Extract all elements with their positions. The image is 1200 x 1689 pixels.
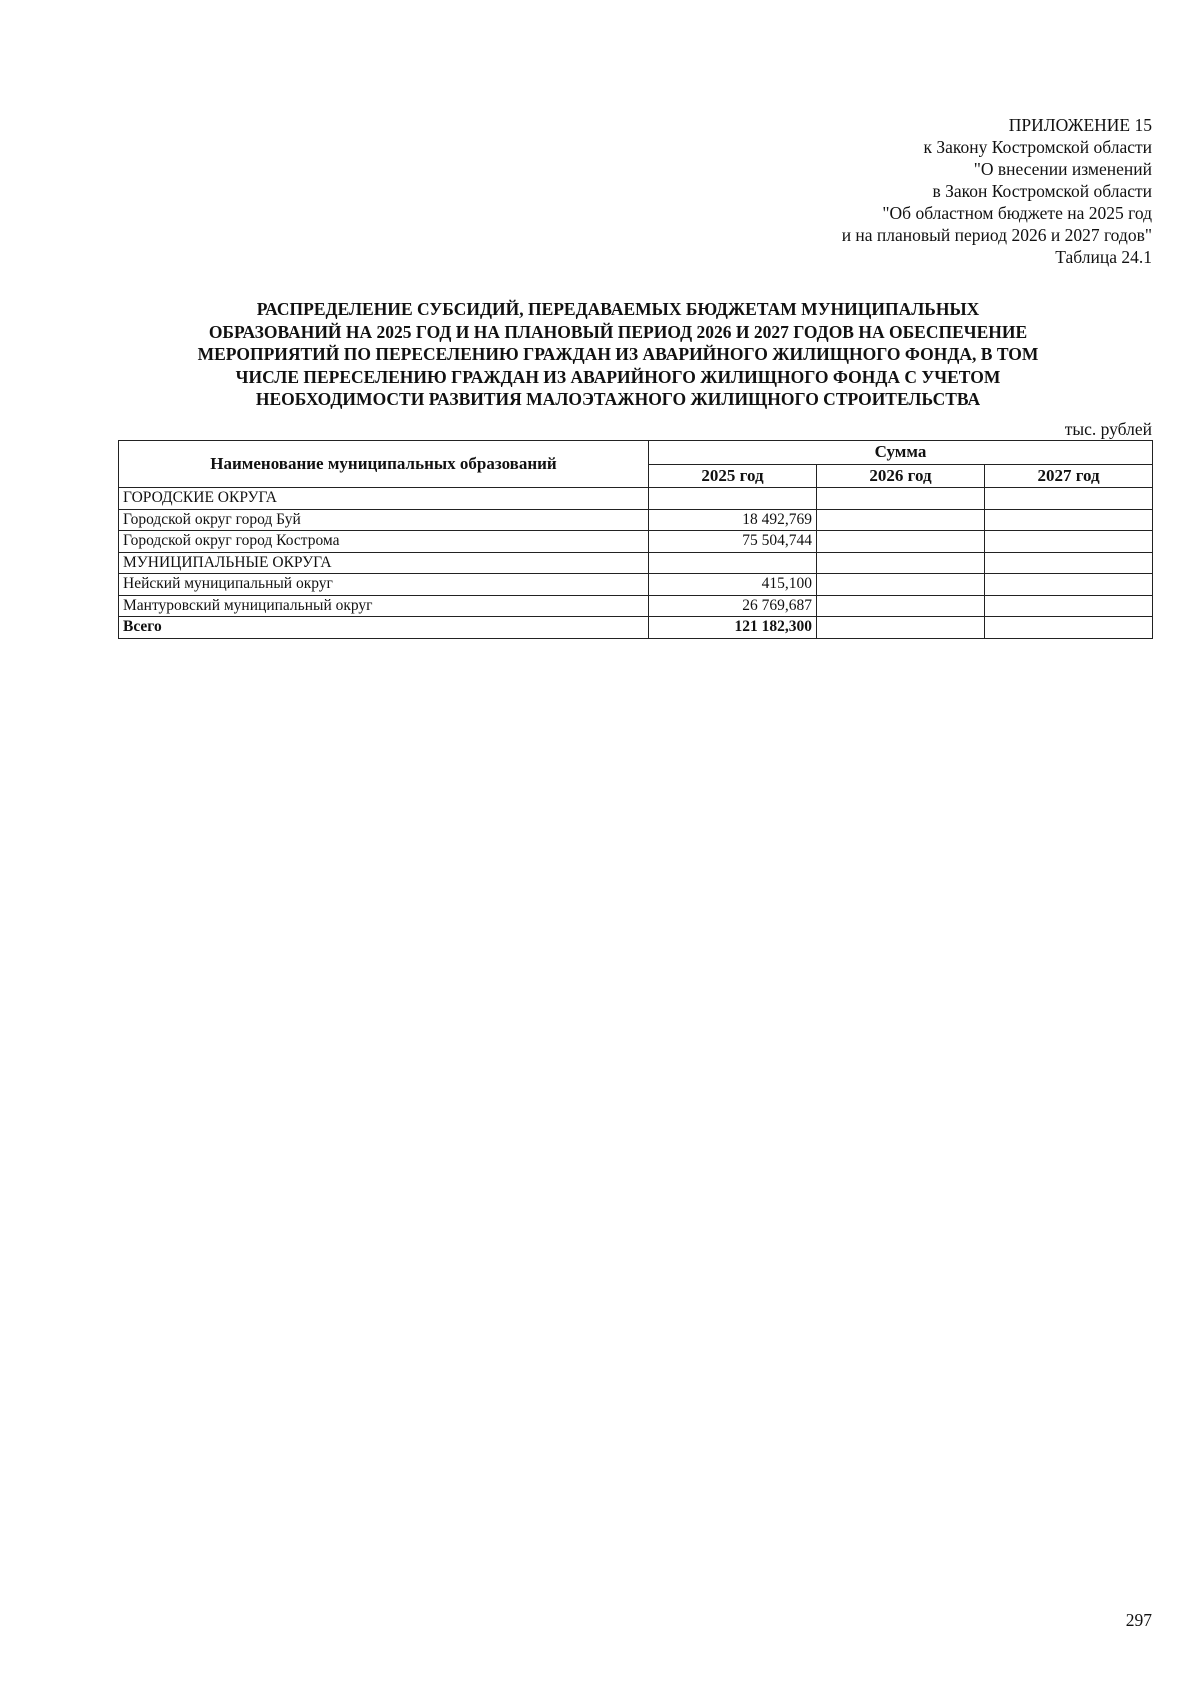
row-value-2025 — [649, 552, 817, 574]
row-value-2025 — [649, 488, 817, 510]
total-value-2027 — [985, 617, 1153, 639]
table-row — [119, 574, 1153, 596]
row-name: ГОРОДСКИЕ ОКРУГА — [119, 488, 649, 510]
appendix-line: и на плановый период 2026 и 2027 годов" — [841, 225, 1152, 245]
table-total-row — [119, 617, 1153, 639]
appendix-line: в Закон Костромской области — [932, 181, 1152, 201]
total-label: Всего — [119, 617, 649, 639]
title-line: ЧИСЛЕ ПЕРЕСЕЛЕНИЮ ГРАЖДАН ИЗ АВАРИЙНОГО ЖИЛИЩНОГО ФОНДА С УЧЕТОМ — [235, 366, 1001, 387]
table-row — [119, 531, 1153, 553]
subsidy-table — [118, 440, 1153, 639]
appendix-line: ПРИЛОЖЕНИЕ 15 — [1008, 115, 1152, 135]
appendix-line: к Закону Костромской области — [923, 137, 1152, 157]
title-line: ОБРАЗОВАНИЙ НА 2025 ГОД И НА ПЛАНОВЫЙ ПЕРИОД 2026 И 2027 ГОДОВ НА ОБЕСПЕЧЕНИЕ — [208, 321, 1028, 342]
row-value-2027 — [985, 552, 1153, 574]
row-value-2025: 75 504,744 — [649, 531, 817, 553]
title-line: РАСПРЕДЕЛЕНИЕ СУБСИДИЙ, ПЕРЕДАВАЕМЫХ БЮДЖЕТАМ МУНИЦИПАЛЬНЫХ — [256, 299, 980, 319]
row-value-2026 — [817, 488, 985, 510]
year-2025-header: 2025 год — [649, 464, 817, 488]
year-2026-header: 2026 год — [817, 464, 985, 488]
table-row — [119, 509, 1153, 531]
row-value-2026 — [817, 509, 985, 531]
appendix-line: "О внесении изменений — [973, 159, 1152, 179]
year-2027-header: 2027 год — [985, 464, 1153, 488]
row-name: Городской округ город Буй — [119, 509, 649, 531]
table-row — [119, 595, 1153, 617]
table-row-section — [119, 552, 1153, 574]
page-number: 297 — [1125, 1610, 1152, 1630]
row-value-2025: 415,100 — [649, 574, 817, 596]
row-name: Городской округ город Кострома — [119, 531, 649, 553]
row-value-2027 — [985, 509, 1153, 531]
title-line: НЕОБХОДИМОСТИ РАЗВИТИЯ МАЛОЭТАЖНОГО ЖИЛИЩНОГО СТРОИТЕЛЬСТВА — [255, 389, 981, 409]
appendix-line: "Об областном бюджете на 2025 год — [882, 203, 1152, 223]
row-value-2026 — [817, 552, 985, 574]
total-value-2025: 121 182,300 — [649, 617, 817, 639]
row-value-2027 — [985, 595, 1153, 617]
row-name: Нейский муниципальный округ — [119, 574, 649, 596]
row-value-2027 — [985, 574, 1153, 596]
row-value-2026 — [817, 595, 985, 617]
row-value-2025: 26 769,687 — [649, 595, 817, 617]
total-value-2026 — [817, 617, 985, 639]
name-column-header: Наименование муниципальных образований — [119, 441, 649, 488]
appendix-header — [842, 114, 1152, 268]
table-header-row — [119, 441, 1153, 465]
row-value-2025: 18 492,769 — [649, 509, 817, 531]
row-name: Мантуровский муниципальный округ — [119, 595, 649, 617]
title-line: МЕРОПРИЯТИЙ ПО ПЕРЕСЕЛЕНИЮ ГРАЖДАН ИЗ АВАРИЙНОГО ЖИЛИЩНОГО ФОНДА, В ТОМ — [197, 344, 1039, 364]
row-value-2026 — [817, 574, 985, 596]
row-value-2026 — [817, 531, 985, 553]
row-name: МУНИЦИПАЛЬНЫЕ ОКРУГА — [119, 552, 649, 574]
sum-column-header: Сумма — [649, 441, 1153, 465]
row-value-2027 — [985, 488, 1153, 510]
table-number: Таблица 24.1 — [1055, 247, 1152, 267]
row-value-2027 — [985, 531, 1153, 553]
units-label: тыс. рублей — [1064, 419, 1152, 439]
table-row-section — [119, 488, 1153, 510]
document-title — [118, 298, 1118, 411]
